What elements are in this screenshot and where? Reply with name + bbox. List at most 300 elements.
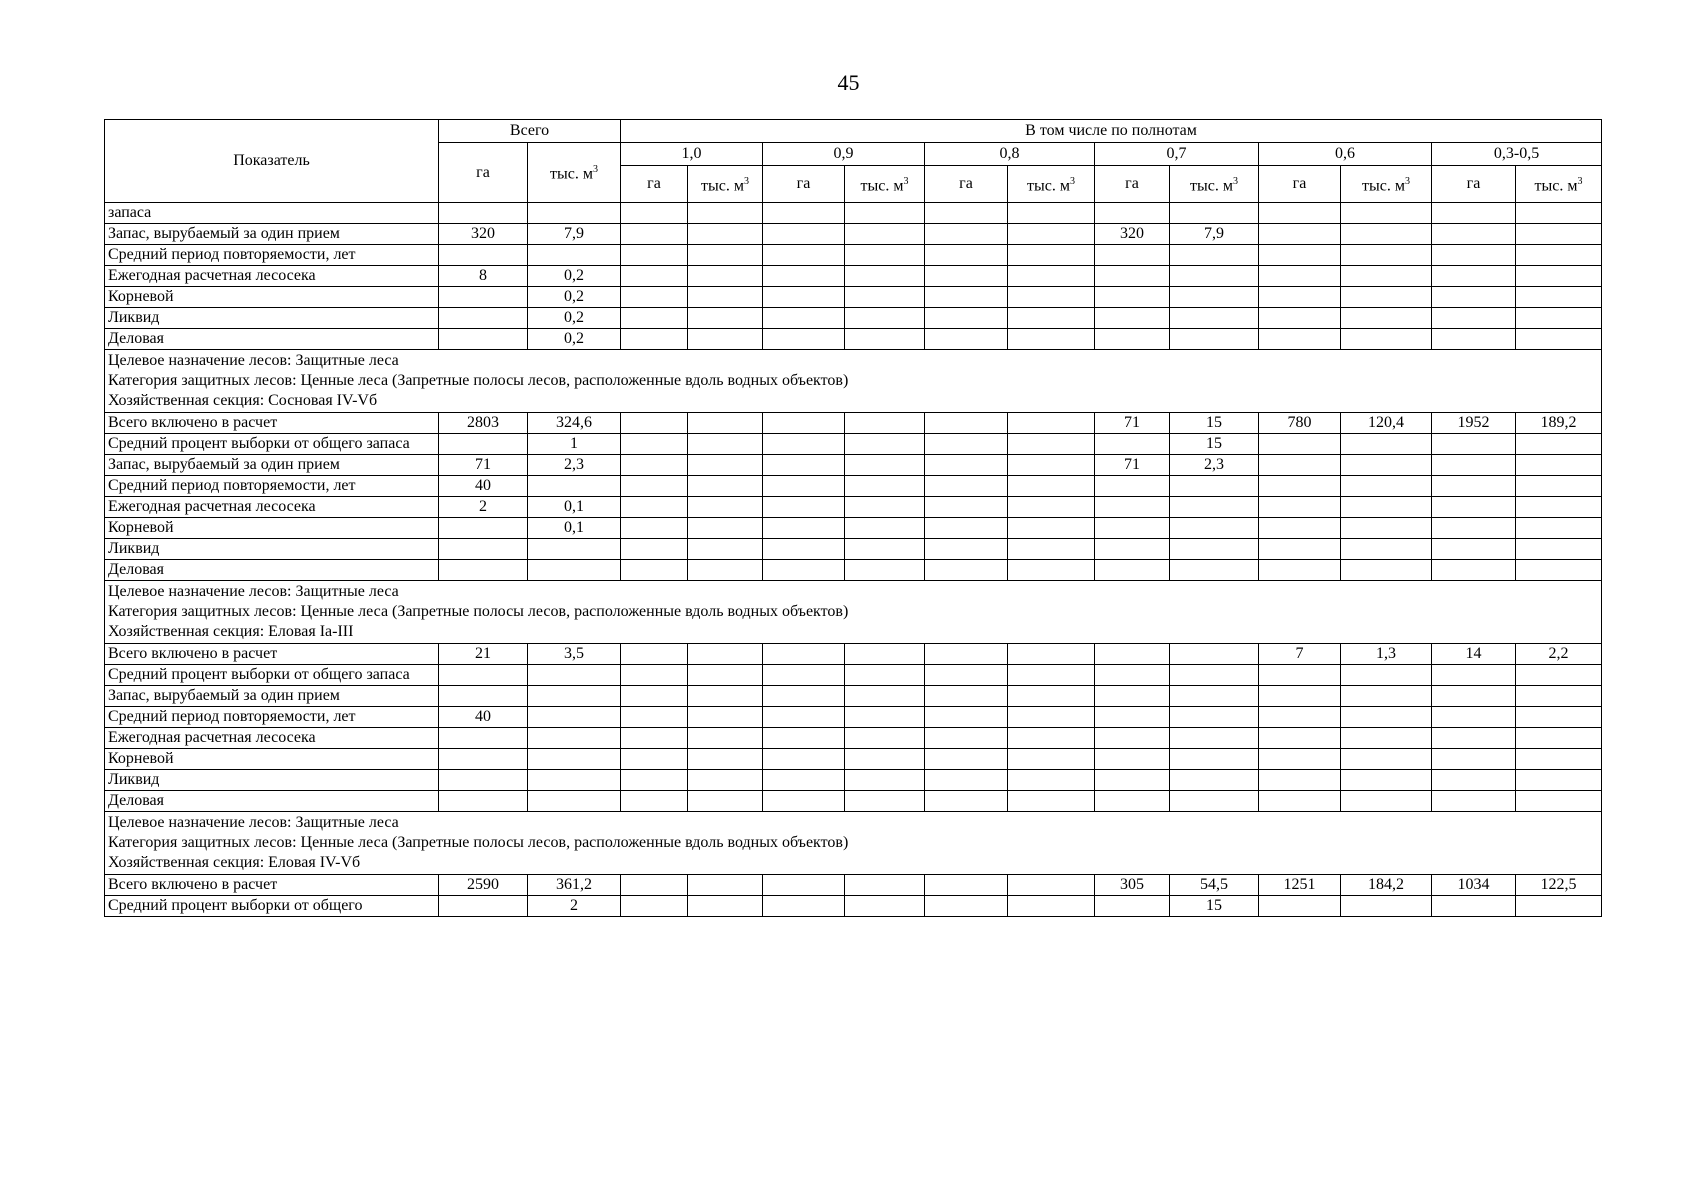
table-cell [763, 476, 845, 497]
table-cell [1516, 539, 1602, 560]
table-cell [1516, 245, 1602, 266]
table-cell [1095, 770, 1170, 791]
table-cell [1432, 308, 1516, 329]
table-cell: 0,1 [528, 518, 621, 539]
table-row [105, 770, 1602, 791]
table-cell [1432, 749, 1516, 770]
table-cell [1432, 266, 1516, 287]
table-cell: 120,4 [1341, 413, 1432, 434]
table-cell [688, 686, 763, 707]
table-cell [688, 665, 763, 686]
table-cell [1259, 287, 1341, 308]
table-cell [1341, 329, 1432, 350]
table-cell [621, 665, 688, 686]
table-cell [688, 791, 763, 812]
table-cell [925, 329, 1008, 350]
table-cell [1259, 665, 1341, 686]
table-cell [439, 896, 528, 917]
table-cell [845, 518, 925, 539]
table-cell: 15 [1170, 434, 1259, 455]
table-cell [925, 224, 1008, 245]
table-cell [1170, 560, 1259, 581]
table-cell: 0,2 [528, 287, 621, 308]
section-row [105, 350, 1602, 413]
table-cell [1008, 476, 1095, 497]
table-cell [1432, 245, 1516, 266]
table-cell: 1 [528, 434, 621, 455]
table-cell [688, 245, 763, 266]
table-cell [621, 707, 688, 728]
table-cell [1170, 518, 1259, 539]
table-cell [763, 665, 845, 686]
table-cell: 2,3 [1170, 455, 1259, 476]
table-cell [845, 413, 925, 434]
table-cell: 54,5 [1170, 875, 1259, 896]
density-vol-header: тыс. $м^3$ [1516, 166, 1602, 203]
table-cell [621, 749, 688, 770]
table-cell [621, 686, 688, 707]
table-cell [1516, 707, 1602, 728]
table-cell [925, 287, 1008, 308]
density-header: 0,3-0,5 [1432, 143, 1602, 166]
section-info [105, 812, 1602, 875]
table-cell [763, 707, 845, 728]
table-cell [621, 644, 688, 665]
table-cell [688, 896, 763, 917]
table-cell [621, 287, 688, 308]
table-body [105, 203, 1602, 917]
table-cell [1516, 434, 1602, 455]
table-cell [1008, 266, 1095, 287]
table-cell [1432, 329, 1516, 350]
table-cell [845, 665, 925, 686]
table-cell [1008, 686, 1095, 707]
table-cell: 2,3 [528, 455, 621, 476]
table-cell [1095, 560, 1170, 581]
table-cell: 320 [1095, 224, 1170, 245]
table-cell [1170, 266, 1259, 287]
table-cell [621, 329, 688, 350]
table-cell [925, 434, 1008, 455]
table-cell [1008, 497, 1095, 518]
section-row [105, 812, 1602, 875]
table-cell: 15 [1170, 413, 1259, 434]
table-cell [439, 665, 528, 686]
table-cell [1341, 665, 1432, 686]
table-cell [1008, 749, 1095, 770]
table-cell [1516, 497, 1602, 518]
table-cell [925, 413, 1008, 434]
table-cell [1341, 896, 1432, 917]
table-cell [688, 224, 763, 245]
table-cell: 361,2 [528, 875, 621, 896]
table-cell [1341, 224, 1432, 245]
table-cell [1341, 749, 1432, 770]
table-cell: 184,2 [1341, 875, 1432, 896]
table-cell [1170, 728, 1259, 749]
table-cell [1008, 329, 1095, 350]
table-cell [1516, 560, 1602, 581]
density-vol-header: тыс. $м^3$ [1170, 166, 1259, 203]
row-label: Запас, вырубаемый за один прием [105, 686, 439, 707]
row-label: Деловая [105, 791, 439, 812]
table-cell [1008, 434, 1095, 455]
table-cell: 0,2 [528, 266, 621, 287]
table-cell [763, 644, 845, 665]
table-cell [1008, 560, 1095, 581]
table-cell [763, 539, 845, 560]
table-cell [528, 203, 621, 224]
table-cell [845, 875, 925, 896]
table-cell [1516, 686, 1602, 707]
table-cell: 21 [439, 644, 528, 665]
section-row [105, 581, 1602, 644]
table-cell [1170, 539, 1259, 560]
table-cell: 0,2 [528, 308, 621, 329]
row-label: Средний процент выборки от общего запаса [105, 665, 439, 686]
table-cell [1259, 497, 1341, 518]
table-cell [688, 560, 763, 581]
table-cell [763, 224, 845, 245]
table-cell [1259, 224, 1341, 245]
table-cell [1259, 434, 1341, 455]
table-cell [763, 875, 845, 896]
table-cell [528, 560, 621, 581]
table-cell [1516, 749, 1602, 770]
row-label: Корневой [105, 518, 439, 539]
table-cell [1432, 707, 1516, 728]
table-cell [925, 476, 1008, 497]
table-cell [925, 707, 1008, 728]
table-cell [439, 434, 528, 455]
table-cell [1095, 497, 1170, 518]
table-cell [1432, 560, 1516, 581]
table-cell [763, 308, 845, 329]
table-cell [845, 770, 925, 791]
row-label: Средний процент выборки от общего запаса [105, 434, 439, 455]
density-vol-header: тыс. $м^3$ [845, 166, 925, 203]
table-cell: 7 [1259, 644, 1341, 665]
row-label: Всего включено в расчет [105, 644, 439, 665]
table-cell: 2 [439, 497, 528, 518]
section-line: Целевое назначение лесов: Защитные леса [108, 352, 399, 369]
row-label: Ежегодная расчетная лесосека [105, 266, 439, 287]
table-cell [1095, 665, 1170, 686]
table-cell [1170, 791, 1259, 812]
table-cell [621, 560, 688, 581]
table-cell [845, 644, 925, 665]
table-row [105, 686, 1602, 707]
table-cell [925, 266, 1008, 287]
table-cell [688, 539, 763, 560]
table-cell [1259, 518, 1341, 539]
table-cell [688, 518, 763, 539]
table-cell [528, 665, 621, 686]
by-density-header: В том числе по полнотам [621, 120, 1602, 143]
table-cell [1341, 266, 1432, 287]
section-line: Хозяйственная секция: Еловая IV-Vб [108, 854, 361, 871]
table-row [105, 455, 1602, 476]
table-cell: 15 [1170, 896, 1259, 917]
table-row [105, 266, 1602, 287]
table-cell [1432, 896, 1516, 917]
table-cell [1432, 539, 1516, 560]
table-row [105, 644, 1602, 665]
table-cell [763, 560, 845, 581]
table-cell [1095, 728, 1170, 749]
table-cell [763, 518, 845, 539]
table-cell [763, 245, 845, 266]
table-cell [1259, 560, 1341, 581]
table-cell [621, 224, 688, 245]
row-label: Деловая [105, 329, 439, 350]
density-header: 0,6 [1259, 143, 1432, 166]
table-cell [528, 770, 621, 791]
table-cell [1259, 329, 1341, 350]
table-cell [1432, 686, 1516, 707]
table-cell: 14 [1432, 644, 1516, 665]
table-cell [621, 413, 688, 434]
table-cell [845, 224, 925, 245]
table-cell [439, 728, 528, 749]
table-cell [621, 308, 688, 329]
table-cell [621, 434, 688, 455]
table-cell [925, 665, 1008, 686]
table-cell [688, 875, 763, 896]
row-label: Ежегодная расчетная лесосека [105, 497, 439, 518]
row-label: Ликвид [105, 539, 439, 560]
table-cell [1095, 476, 1170, 497]
table-cell [439, 791, 528, 812]
table-cell: 0,2 [528, 329, 621, 350]
table-row [105, 245, 1602, 266]
density-ha-header: га [763, 166, 845, 203]
table-cell [1432, 665, 1516, 686]
table-cell [439, 686, 528, 707]
table-row [105, 413, 1602, 434]
table-cell [1170, 749, 1259, 770]
table-cell [621, 476, 688, 497]
table-cell [688, 770, 763, 791]
table-cell [621, 770, 688, 791]
table-row [105, 791, 1602, 812]
table-cell [1170, 497, 1259, 518]
table-cell [439, 749, 528, 770]
section-line: Хозяйственная секция: Сосновая IV-Vб [108, 392, 378, 409]
row-label: Запас, вырубаемый за один прием [105, 455, 439, 476]
table-row [105, 434, 1602, 455]
table-cell [925, 497, 1008, 518]
total-header: Всего [439, 120, 621, 143]
indicator-header: Показатель [105, 120, 439, 203]
table-cell [1170, 287, 1259, 308]
table-cell [1095, 329, 1170, 350]
table-cell [1516, 308, 1602, 329]
table-cell [439, 287, 528, 308]
table-cell [925, 539, 1008, 560]
table-cell [1341, 707, 1432, 728]
table-cell [1095, 308, 1170, 329]
table-cell [925, 770, 1008, 791]
table-cell [763, 329, 845, 350]
table-cell [925, 560, 1008, 581]
table-cell [1259, 476, 1341, 497]
table-cell [1432, 224, 1516, 245]
table-cell: 780 [1259, 413, 1341, 434]
section-line: Категория защитных лесов: Ценные леса (Запретные полосы лесов, расположенные вдоль водных объектов) [108, 603, 849, 620]
row-label: Запас, вырубаемый за один прием [105, 224, 439, 245]
density-header: 1,0 [621, 143, 763, 166]
table-cell: 7,9 [528, 224, 621, 245]
row-label: Средний период повторяемости, лет [105, 707, 439, 728]
table-cell [845, 476, 925, 497]
table-cell: 2 [528, 896, 621, 917]
table-cell [1170, 329, 1259, 350]
table-cell [1341, 434, 1432, 455]
table-cell [688, 497, 763, 518]
table-row [105, 287, 1602, 308]
row-label: Всего включено в расчет [105, 875, 439, 896]
density-ha-header: га [925, 166, 1008, 203]
table-cell: 1034 [1432, 875, 1516, 896]
table-cell [1008, 308, 1095, 329]
table-cell [845, 791, 925, 812]
table-cell: 305 [1095, 875, 1170, 896]
table-cell: 1952 [1432, 413, 1516, 434]
table-cell [1095, 791, 1170, 812]
table-cell [1259, 455, 1341, 476]
row-label: Средний период повторяемости, лет [105, 245, 439, 266]
table-cell: 2,2 [1516, 644, 1602, 665]
row-label: Всего включено в расчет [105, 413, 439, 434]
table-row [105, 518, 1602, 539]
table-cell [688, 308, 763, 329]
table-cell [1341, 203, 1432, 224]
table-cell: 1251 [1259, 875, 1341, 896]
table-cell [1008, 539, 1095, 560]
table-row [105, 203, 1602, 224]
table-cell [763, 266, 845, 287]
table-cell [1008, 728, 1095, 749]
table-row [105, 308, 1602, 329]
table-cell [1008, 770, 1095, 791]
row-label: Ликвид [105, 308, 439, 329]
density-vol-header: тыс. $м^3$ [1008, 166, 1095, 203]
table-cell [925, 203, 1008, 224]
table-cell [1259, 728, 1341, 749]
table-cell [439, 539, 528, 560]
section-line: Категория защитных лесов: Ценные леса (Запретные полосы лесов, расположенные вдоль водных объектов) [108, 372, 849, 389]
table-cell [439, 518, 528, 539]
table-cell [1008, 644, 1095, 665]
table-cell [1516, 896, 1602, 917]
table-cell [1516, 518, 1602, 539]
table-cell [688, 749, 763, 770]
table-cell [688, 707, 763, 728]
table-cell [1341, 245, 1432, 266]
density-ha-header: га [1095, 166, 1170, 203]
table-cell [688, 413, 763, 434]
table-cell [1341, 497, 1432, 518]
table-cell: 122,5 [1516, 875, 1602, 896]
table-cell [925, 518, 1008, 539]
table-cell [1095, 287, 1170, 308]
table-cell [1259, 896, 1341, 917]
table-cell [439, 308, 528, 329]
table-cell [1516, 224, 1602, 245]
table-cell [621, 203, 688, 224]
table-cell [1095, 539, 1170, 560]
table-cell [621, 875, 688, 896]
total-ha-header: га [439, 143, 528, 203]
table-cell [1341, 770, 1432, 791]
table-cell [763, 203, 845, 224]
table-cell [621, 791, 688, 812]
density-vol-header: тыс. $м^3$ [688, 166, 763, 203]
table-cell [1341, 308, 1432, 329]
table-cell [528, 476, 621, 497]
table-cell [763, 287, 845, 308]
table-cell [528, 245, 621, 266]
table-cell [688, 434, 763, 455]
table-cell [1516, 791, 1602, 812]
table-cell [925, 896, 1008, 917]
table-cell [1008, 875, 1095, 896]
table-cell [925, 455, 1008, 476]
total-vol-header: тыс. $м^3$ [528, 143, 621, 203]
table-row [105, 476, 1602, 497]
row-label: Деловая [105, 560, 439, 581]
table-cell [845, 560, 925, 581]
table-cell [1259, 707, 1341, 728]
table-cell [1341, 287, 1432, 308]
table-cell [1095, 203, 1170, 224]
table-cell [1432, 455, 1516, 476]
table-cell [1259, 308, 1341, 329]
table-row [105, 665, 1602, 686]
table-cell [1341, 560, 1432, 581]
table-cell [621, 497, 688, 518]
table-cell [688, 476, 763, 497]
table-cell [845, 203, 925, 224]
row-label: Ежегодная расчетная лесосека [105, 728, 439, 749]
table-cell [1008, 791, 1095, 812]
forest-table [104, 119, 1602, 917]
table-cell [1516, 287, 1602, 308]
table-cell [1170, 686, 1259, 707]
table-cell [1432, 287, 1516, 308]
table-cell [1095, 518, 1170, 539]
table-cell [1432, 770, 1516, 791]
density-vol-header: тыс. $м^3$ [1341, 166, 1432, 203]
table-cell [1516, 329, 1602, 350]
table-cell: 0,1 [528, 497, 621, 518]
table-cell [1259, 539, 1341, 560]
table-cell [1432, 497, 1516, 518]
table-cell [1516, 770, 1602, 791]
table-cell [763, 413, 845, 434]
table-cell [925, 644, 1008, 665]
table-cell [1259, 203, 1341, 224]
table-cell [925, 791, 1008, 812]
table-cell [925, 875, 1008, 896]
table-cell [621, 245, 688, 266]
section-line: Категория защитных лесов: Ценные леса (Запретные полосы лесов, расположенные вдоль водных объектов) [108, 834, 849, 851]
table-cell [763, 497, 845, 518]
table-cell [1095, 266, 1170, 287]
table-cell [845, 329, 925, 350]
table-cell [1259, 770, 1341, 791]
